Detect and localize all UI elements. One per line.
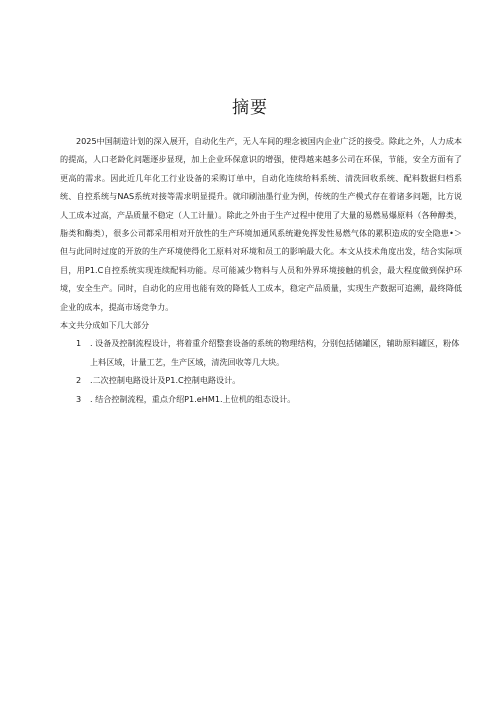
parts-list <box>60 334 462 408</box>
abstract-title: 摘要 <box>232 98 268 118</box>
list-item <box>60 390 462 408</box>
list-number: 1 <box>76 338 82 349</box>
list-text: . 结合控制流程，重点介绍P1.eHM1.上位机的组态设计。 <box>90 393 296 404</box>
abstract-body <box>60 132 462 408</box>
summary-intro: 本文共分成如下几大部分 <box>60 320 150 331</box>
list-number: 3 <box>76 393 82 404</box>
list-number: 2 <box>76 375 82 386</box>
list-item <box>60 334 462 371</box>
list-item <box>60 371 462 389</box>
list-text: . 设备及控制流程设计，将着重介绍整套设备的系统的物理结构，分别包括储罐区，辅助原料罐区，粉体上料区域，计量工艺，生产区域，清洗回收等几大块。 <box>90 338 460 367</box>
list-text: .二次控制电路设计及P1.C控制电路设计。 <box>90 375 241 386</box>
abstract-paragraph: 2025中国制造计划的深入展开，自动化生产，无人车间的理念被国内企业广泛的接受。除此之外，人力成本的提高，人口老龄化问题逐步显现，加上企业环保意识的增强，使得越来越多公司在环保，节能，安全方面有了更高的需求。因此近几年化工行业设备的采购订单中，自动化连续给料系统、清洗回收系统、配料数据归档系统、自控系统与NAS系统对接等需求明显提升。就印刷油墨行业为例，传统的生产模式存在着诸多问题，比方说人工成本过高，产品质量不稳定（人工计量）。除此之外由于生产过程中使用了大量的易燃易爆原料（各种醇类，脂类和酶类），很多公司都采用相对开放性的生产环境加通风系统避免挥发性易燃气体的累积造成的安全隐患•＞但与此同时过度的开放的生产环境使得化工原料对环境和员工的影响最大化。本文从技术角度出发，结合实际项目，用P1.C自控系统实现连续配料功能。尽可能减少物料与人员和外界环境接触的机会，最大程度做到保护环境，安全生产。同时，自动化的应用也能有效的降低人工成本，稳定产品质量，实现生产数据可追溯，最终降低企业的成本，提高市场竞争力。 <box>60 136 462 312</box>
